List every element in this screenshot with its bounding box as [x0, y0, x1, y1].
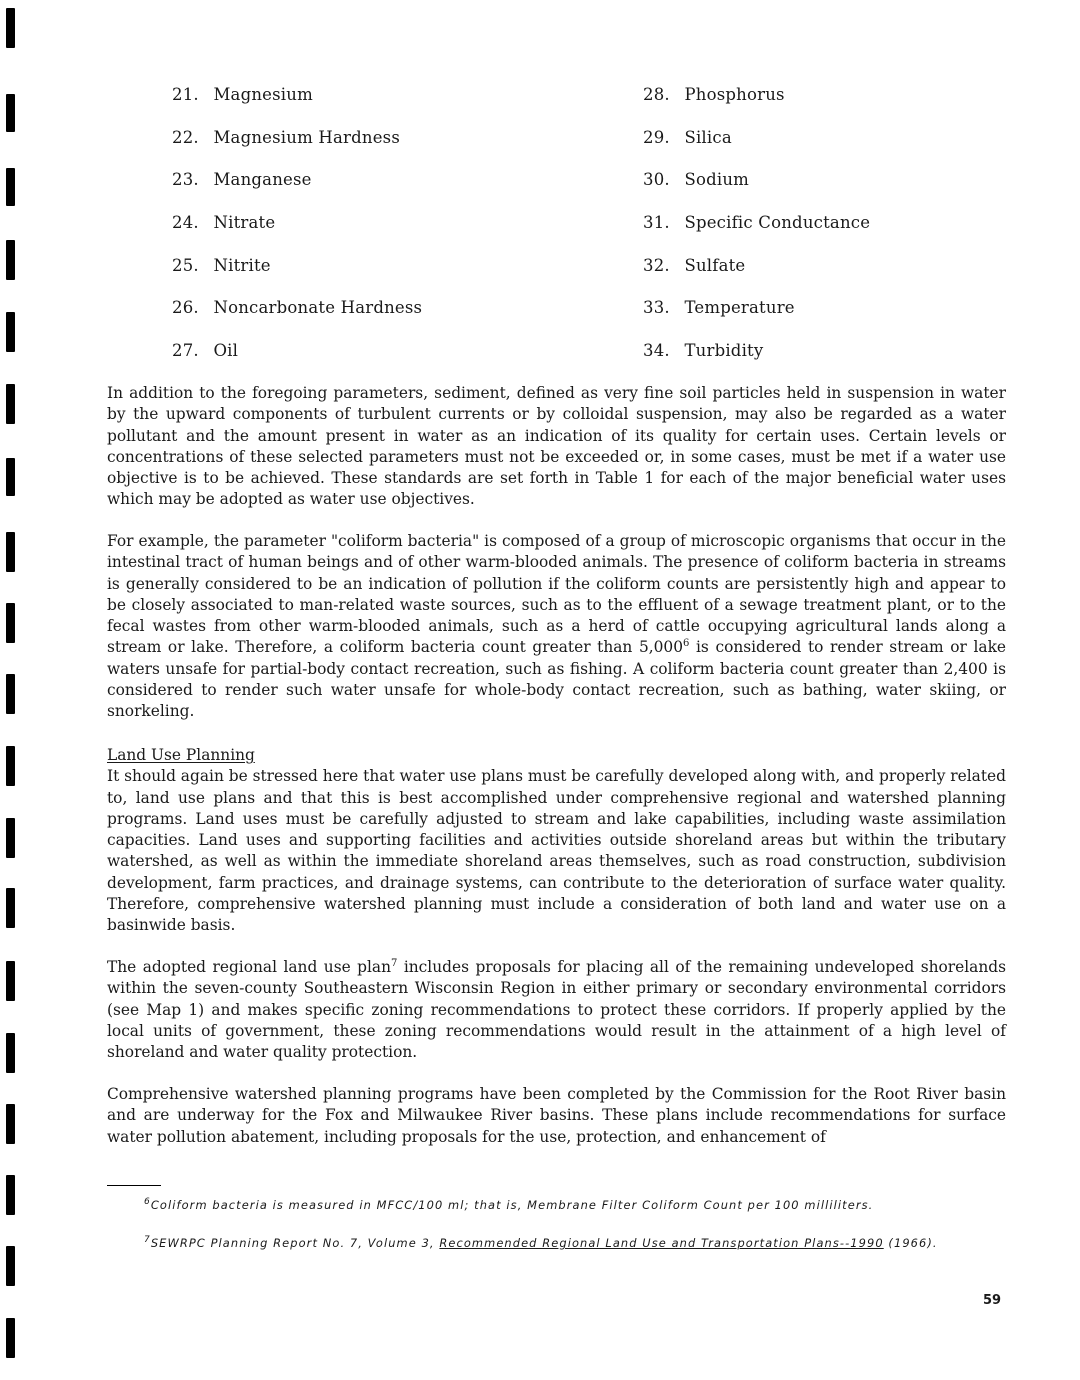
paragraph-watershed: Comprehensive watershed planning programs have been completed by the Commission for the Root River basin and are underway for the Fox and Milwaukee River basins. These plans include recommendations for surface water pollution abatement, including proposals for the use, protection, and enhancement of [107, 1085, 1006, 1146]
binding-mark [6, 1246, 15, 1286]
list-item: 32. Sulfate [643, 255, 746, 275]
list-item: 25. Nitrite [172, 255, 271, 275]
list-item: 23. Manganese [172, 170, 312, 190]
binding-mark [6, 603, 15, 643]
list-item: 27. Oil [172, 341, 239, 361]
binding-mark [6, 8, 15, 48]
binding-mark [6, 1175, 15, 1215]
binding-mark [6, 1104, 15, 1144]
parameter-list-left [172, 80, 422, 379]
list-item: 33. Temperature [643, 298, 795, 318]
binding-mark [6, 458, 15, 496]
list-item: 34. Turbidity [643, 341, 764, 361]
list-item: 24. Nitrate [172, 213, 276, 233]
paragraph-land-use: It should again be stressed here that water use plans must be carefully developed along with, and properly related to, land use plans and that this is best accomplished under comprehensive regional and watershed planning programs. Land uses must be carefully adjusted to stream and lake capabilities, including waste assimilation capacities. Land uses and supporting facilities and activities outside shoreland areas but within the tributary watershed, as well as within the immediate shoreland areas themselves, such as road construction, subdivision development, farm practices, and drainage systems, can contribute to the deterioration of surface water quality. Therefore, comprehensive watershed planning must include a consideration of both land and water use on a basinwide basis. [107, 767, 1007, 935]
section-land-use [107, 745, 1006, 937]
paragraph-sediment: In addition to the foregoing parameters, sediment, defined as very fine soil particles held in suspension in water by the upward components of turbulent currents or by colloidal suspension, may also be regarded as a water pollutant and the amount present in water as an indication of its quality for certain uses. Certain levels or concentrations of these selected parameters must not be exceeded or, in some cases, must be met if a water use objective is to be achieved. These standards are set forth in Table 1 for each of the major beneficial water uses which may be adopted as water use objectives. [107, 384, 1006, 509]
binding-mark [6, 384, 15, 424]
parameter-list-right [643, 80, 870, 379]
binding-mark [6, 240, 15, 280]
binding-mark [6, 818, 15, 858]
binding-mark [6, 1033, 15, 1073]
footnote-rule [107, 1185, 161, 1186]
footnote-7: $^7$SEWRPC Planning Report No. 7, Volume 3, Recommended Regional Land Use and Transportation Plans--1990 (1966). [144, 1235, 938, 1250]
section-heading: Land Use Planning [107, 746, 255, 764]
list-item: 21. Magnesium [172, 85, 313, 104]
cited-title: Recommended Regional Land Use and Transportation Plans--1990 [439, 1236, 884, 1250]
binding-mark [6, 888, 15, 928]
footnote-ref-7: 7 [391, 957, 398, 969]
paragraph-regional-plan: The adopted regional land use plan$^7$ includes proposals for placing all of the remaining undeveloped shorelands within the seven-county Southeastern Wisconsin Region in either primary or secondary environmental corridors (see Map 1) and makes specific zoning recommendations to protect these corridors. If properly applied by the local units of government, these zoning recommendations would result in the attainment of a high level of shoreland and water quality protection. [107, 957, 1006, 1062]
binding-mark [6, 961, 15, 1001]
list-item: 26. Noncarbonate Hardness [172, 298, 423, 318]
binding-mark [6, 1318, 15, 1358]
paragraph-coliform: For example, the parameter "coliform bacteria" is composed of a group of microscopic organisms that occur in the intestinal tract of human beings and of other warm-blooded animals. The presence of coliform bacteria in streams is generally considered to be an indication of pollution if the coliform counts are persistently high and appear to be closely associated to man-related waste sources, such as to the effluent of a sewage treatment plant, or to the fecal wastes from other warm-blooded animals, such as a herd of cattle occupying agricultural lands along a stream or lake. Therefore, a coliform bacteria count greater than 5,000$^6$ is considered to render stream or lake waters unsafe for partial-body contact recreation, such as fishing. A coliform bacteria count greater than 2,400 is considered to render such water unsafe for whole-body contact recreation, such as bathing, water skiing, or snorkeling. [107, 532, 1006, 721]
list-item: 31. Specific Conductance [643, 213, 871, 233]
list-item: 22. Magnesium Hardness [172, 127, 401, 147]
list-item: 30. Sodium [643, 170, 750, 190]
binding-mark [6, 532, 15, 572]
footnote-6: $^6$Coliform bacteria is measured in MFCC/100 ml; that is, Membrane Filter Coliform Count per 100 milliliters. [144, 1197, 874, 1212]
footnote-ref-6: 6 [683, 638, 690, 650]
binding-mark [6, 168, 15, 206]
list-item: 29. Silica [643, 127, 732, 147]
page-number: 59 [983, 1293, 1002, 1308]
binding-mark [6, 312, 15, 352]
list-item: 28. Phosphorus [643, 85, 785, 104]
binding-mark [6, 746, 15, 786]
binding-mark [6, 674, 15, 714]
binding-mark [6, 94, 15, 132]
